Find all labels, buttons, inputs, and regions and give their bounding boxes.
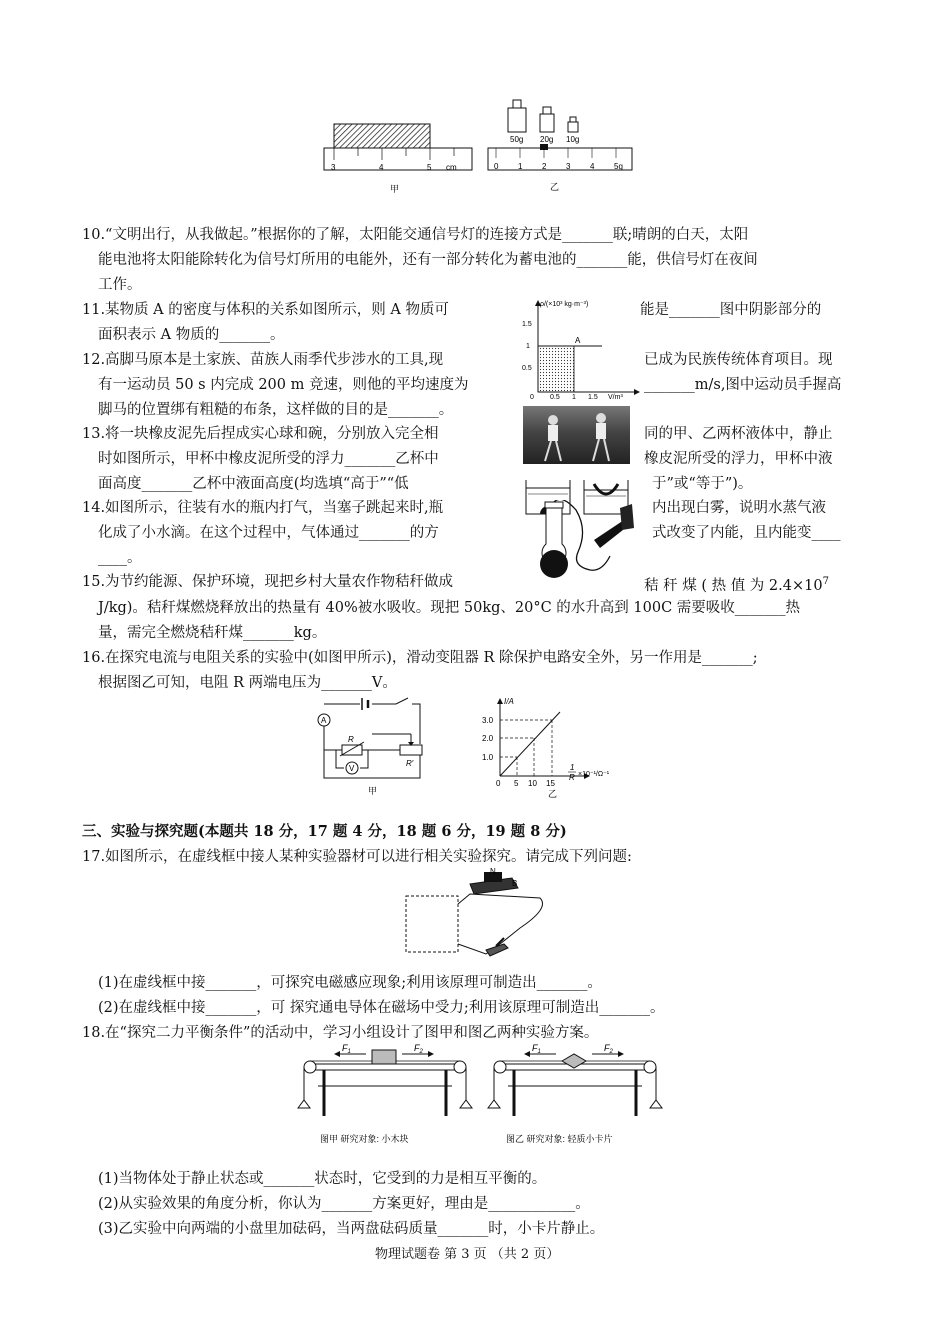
- q12-line-2a: 有一运动员 50 s 内完成 200 m 竞速，则他的平均速度为: [98, 377, 469, 393]
- magnet-N-label: N: [490, 868, 496, 876]
- balance-tick-1: 1: [518, 162, 523, 171]
- q13-line-3b: 于”或“等于”)。: [652, 476, 753, 492]
- q10-line-2: 能电池将太阳能除转化为信号灯所用的电能外，还有一部分转化为蓄电池的_______能，供信号灯在夜间: [98, 252, 758, 268]
- q13-line-1b: 同的甲、乙两杯液体中，静止: [644, 426, 833, 442]
- balance-figure: [486, 94, 636, 194]
- q15-heat-value: 秸 秆 煤 ( 热 值 为 2.4×10: [644, 577, 823, 594]
- iv-x-15: 15: [546, 779, 555, 788]
- q17-stem: 17.如图所示，在虚线框中接人某种实验器材可以进行相关实验探究。请完成下列问题:: [82, 849, 632, 865]
- density-y-1: 1: [526, 343, 530, 350]
- weight-20g: 20g: [540, 135, 554, 144]
- page-footer: 物理试题卷 第 3 页 （共 2 页）: [375, 1247, 560, 1262]
- q12-line-3: 脚马的位置绑有粗糙的布条，这样做的目的是_______。: [98, 402, 454, 418]
- circuit-caption: 甲: [368, 786, 378, 796]
- balance-label: 乙: [550, 182, 560, 192]
- force-F2-b: $F_2$: [604, 1043, 613, 1055]
- balance-tick-0: 0: [494, 162, 499, 171]
- force-F1-b: $F_1$: [532, 1043, 541, 1055]
- density-x-1.5: 1.5: [588, 394, 598, 400]
- ruler-tick-3: 3: [331, 163, 336, 172]
- q15-line-3: 量，需完全燃烧秸秆煤_______kg。: [98, 625, 327, 641]
- q18-part-1: (1)当物体处于静止状态或_______状态时，它受到的力是相互平衡的。: [98, 1171, 547, 1187]
- q15-line-2: J/kg)。秸秆煤燃烧释放出的热量有 40%被水吸收。现把 50kg、20°C 的水升高到 100C 需要吸收_______热: [98, 600, 801, 616]
- density-y-1.5: 1.5: [522, 321, 532, 328]
- density-graph: [518, 296, 642, 400]
- q13-line-2b: 橡皮泥所受的浮力，甲杯中液: [644, 451, 833, 467]
- ruler-tick-4: 4: [379, 163, 384, 172]
- iv-y-3: 3.0: [482, 716, 494, 725]
- q14-line-3: ____。: [98, 550, 142, 566]
- q11-line-1b: 能是_______图中阴影部分的: [640, 302, 822, 318]
- pulley-caption-a: 图甲 研究对象: 小木块: [320, 1134, 409, 1144]
- ruler-label: 甲: [390, 184, 400, 194]
- ruler-tick-unit: cm: [446, 163, 457, 172]
- q14-line-1b: 内出现白雾，说明水蒸气液: [652, 500, 826, 516]
- section-3-title: 三、实验与探究题(本题共 18 分，17 题 4 分，18 题 6 分，19 题 8 分): [82, 823, 567, 840]
- density-x-0.5: 0.5: [550, 394, 560, 400]
- density-y-0.5: 0.5: [522, 365, 532, 372]
- weight-50g: 50g: [510, 135, 524, 144]
- q15-line-1b: [644, 572, 829, 596]
- density-origin: 0: [530, 394, 534, 400]
- q17-part-2: (2)在虚线框中接_______，可 探究通电导体在磁场中受力;利用该原理可制造出_______。: [98, 1000, 665, 1016]
- density-point-A: A: [575, 336, 581, 345]
- q14-line-2b: 式改变了内能，且内能变____: [652, 525, 841, 541]
- q16-line-1: 16.在探究电流与电阻关系的实验中(如图甲所示)，滑动变阻器 R 除保护电路安全外，另一作用是_______;: [82, 650, 758, 666]
- iv-xlabel-R: R: [569, 773, 575, 782]
- balance-tick-5g: 5g: [614, 162, 623, 171]
- q16-line-2: 根据图乙可知，电阻 R 两端电压为_______V。: [98, 675, 397, 691]
- pulley-experiment-b: [486, 1042, 664, 1146]
- voltmeter-label: V: [349, 764, 355, 773]
- iv-ylabel: I/A: [504, 697, 514, 706]
- q13-line-1a: 13.将一块橡皮泥先后捏成实心球和碗，分别放入完全相: [82, 426, 439, 442]
- density-ylabel: ρ/(×10³ kg·m⁻³): [540, 301, 589, 308]
- weight-10g: 10g: [566, 135, 580, 144]
- q13-line-3a: 面高度_______乙杯中液面高度(均选填“高于”“低: [98, 476, 409, 492]
- q14-line-1a: 14.如图所示，往装有水的瓶内打气，当塞子跳起来时,瓶: [82, 500, 444, 516]
- pulley-caption-b: 图乙 研究对象: 轻质小卡片: [506, 1134, 613, 1144]
- q15-exponent: 7: [822, 576, 829, 587]
- iv-x-0: 0: [496, 779, 501, 788]
- q12-line-2b: _______m/s,图中运动员手握高: [644, 377, 842, 393]
- force-F2-a: $F_2$: [414, 1043, 423, 1055]
- ammeter-label: A: [321, 716, 327, 725]
- iv-y-2: 2.0: [482, 734, 494, 743]
- q11-line-2: 面积表示 A 物质的_______。: [98, 327, 285, 343]
- iv-caption: 乙: [548, 789, 558, 799]
- electromagnetism-apparatus: [400, 868, 550, 968]
- resistor-R-label: R: [348, 735, 354, 744]
- stilt-runner-photo: [523, 406, 630, 464]
- force-F1-a: $F_1$: [342, 1043, 351, 1055]
- density-xlabel: V/m³: [608, 394, 623, 400]
- circuit-diagram: [312, 694, 436, 798]
- rheostat-Rp-label: R′: [406, 759, 414, 768]
- pulley-experiment-a: [296, 1042, 474, 1146]
- q12-line-1a: 12.高脚马原本是土家族、苗族人雨季代步涉水的工具,现: [82, 352, 444, 368]
- q11-line-1a: 11.某物质 A 的密度与体积的关系如图所示，则 A 物质可: [82, 302, 449, 318]
- q14-line-2a: 化成了小水滴。在这个过程中，气体通过_______的方: [98, 525, 439, 541]
- flask-pump-figure: [532, 500, 636, 582]
- balance-tick-2: 2: [542, 162, 547, 171]
- iv-x-5: 5: [514, 779, 519, 788]
- q18-part-2: (2)从实验效果的角度分析，你认为_______方案更好，理由是____________。: [98, 1196, 590, 1212]
- q10-line-1: 10.“文明出行，从我做起。”根据你的了解，太阳能交通信号灯的连接方式是_______联;晴朗的白天，太阳: [82, 227, 749, 243]
- balance-tick-4: 4: [590, 162, 595, 171]
- iv-xlabel-unit: ×10⁻¹/Ω⁻¹: [578, 771, 610, 778]
- q17-part-1: (1)在虚线框中接_______，可探究电磁感应现象;利用该原理可制造出_______。: [98, 975, 602, 991]
- ruler-tick-5: 5: [427, 163, 432, 172]
- iv-y-1: 1.0: [482, 753, 494, 762]
- q10-line-3: 工作。: [98, 277, 142, 293]
- iv-xlabel-frac: 1: [570, 763, 575, 772]
- iv-graph: [478, 696, 638, 800]
- q18-stem: 18.在“探究二力平衡条件”的活动中，学习小组设计了图甲和图乙两种实验方案。: [82, 1025, 599, 1041]
- q18-part-3: (3)乙实验中向两端的小盘里加砝码，当两盘砝码质量_______时，小卡片静止。: [98, 1221, 605, 1237]
- ruler-figure: [318, 118, 478, 196]
- density-x-1: 1: [572, 394, 576, 400]
- q15-line-1a: 15.为节约能源、保护环境，现把乡村大量农作物秸秆做成: [82, 574, 454, 590]
- magnet-B-label: B: [512, 879, 518, 888]
- q12-line-1b: 已成为民族传统体育项目。现: [644, 352, 833, 368]
- iv-x-10: 10: [528, 779, 537, 788]
- q13-line-2a: 时如图所示，甲杯中橡皮泥所受的浮力_______乙杯中: [98, 451, 439, 467]
- balance-tick-3: 3: [566, 162, 571, 171]
